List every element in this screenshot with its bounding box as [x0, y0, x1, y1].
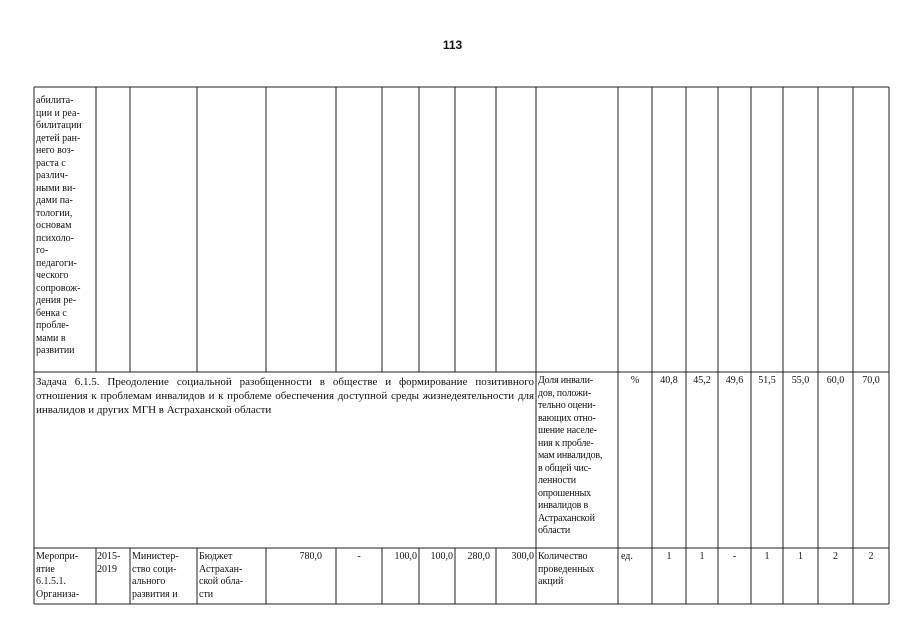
- task-value: 70,0: [862, 375, 880, 386]
- event-value: -: [732, 551, 737, 562]
- task-indicator: Доля инвали- дов, положи- тельно оцени- вающих отно- шение населе- ния к пробле- мам инвалидов, в общей чис- ленности опрошенных инвалидов в Астраханской области: [538, 375, 603, 536]
- event-total: 780,0: [299, 551, 322, 562]
- event-year-value: -: [357, 551, 361, 562]
- task-value: 40,8: [660, 375, 678, 386]
- task-text: Задача 6.1.5. Преодоление социальной разобщенности в обществе и формирование позитивного отношения к проблемам инвалидов и к проблеме обеспечения доступной среды жизнедеятельности для инвалидов и других МГН в Астраханской области: [36, 376, 534, 416]
- event-indicator: Количество проведенных акций: [538, 551, 595, 587]
- task-value: 51,5: [758, 375, 776, 386]
- task-value: 49,6: [725, 375, 744, 386]
- event-unit: ед.: [621, 551, 633, 562]
- event-name: Меропри- ятие 6.1.5.1. Организа-: [36, 551, 80, 600]
- event-value: 1: [699, 551, 705, 562]
- row1-description: абилита- ции и реа- билитации детей ран- него воз- раста с различ- ными ви- дами па- тологии, основам психоло- го- педагоги- ческого сопровож- дения ре- бенка с пробле- мами в развитии: [36, 95, 82, 356]
- task-unit: %: [630, 375, 640, 386]
- event-year-value: 100,0: [394, 551, 417, 562]
- event-source: Бюджет Астрахан- ской обла- сти: [199, 551, 244, 600]
- event-executor: Министер- ство соци- ального развития и: [132, 551, 179, 600]
- event-value: 1: [798, 551, 803, 562]
- page-number: 113: [442, 38, 463, 52]
- task-value: 45,2: [693, 375, 711, 386]
- event-value: 2: [833, 551, 838, 562]
- task-value: 60,0: [826, 375, 845, 386]
- event-period: 2015- 2019: [97, 551, 121, 575]
- task-value: 55,0: [791, 375, 810, 386]
- event-year-value: 100,0: [430, 551, 453, 562]
- event-value: 1: [666, 551, 672, 562]
- event-year-value: 280,0: [467, 551, 490, 562]
- event-value: 2: [868, 551, 874, 562]
- event-year-value: 300,0: [511, 551, 534, 562]
- event-value: 1: [764, 551, 770, 562]
